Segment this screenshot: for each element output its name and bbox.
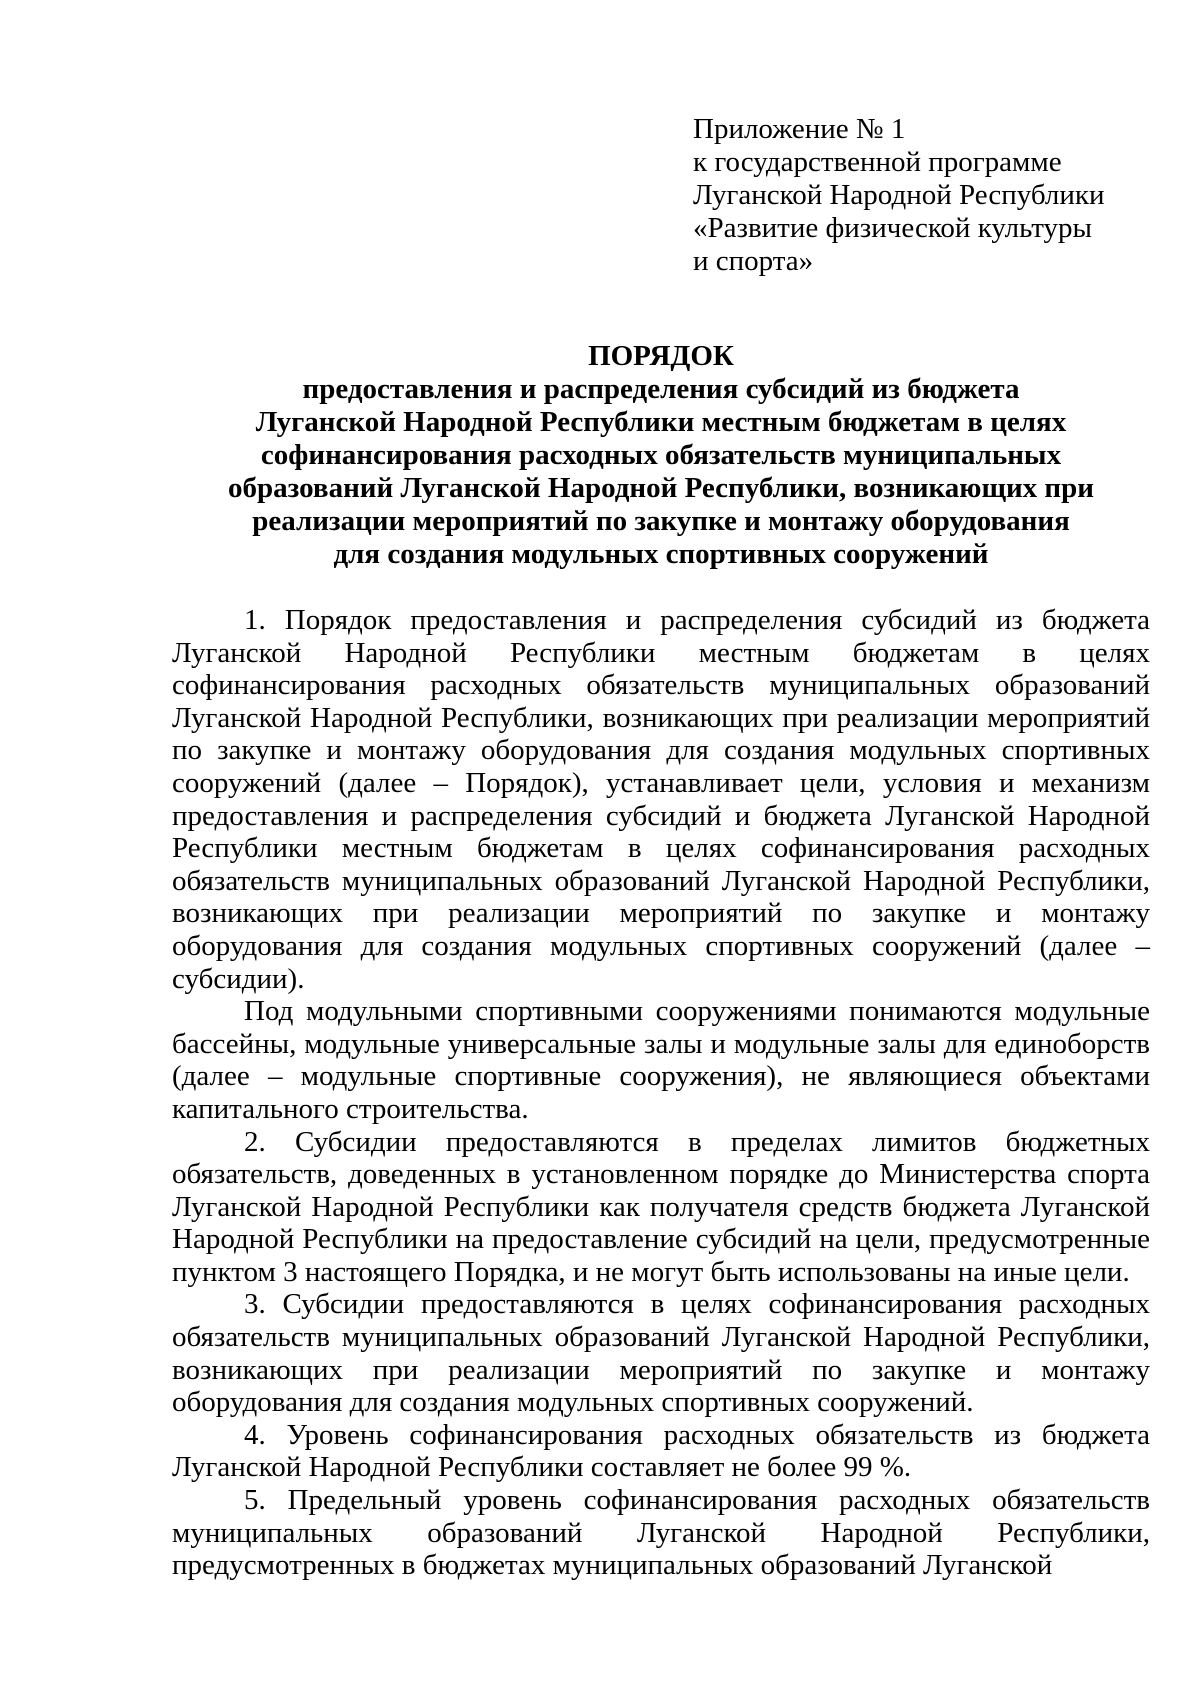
title-line: реализации мероприятий по закупке и монтажу оборудования [252,505,1070,537]
title-main: ПОРЯДОК [588,340,734,372]
appendix-line: Луганской Народной Республики [693,179,1105,211]
paragraph-1: 1. Порядок предоставления и распределения субсидий из бюджета Луганской Народной Республики местным бюджетам в целях софинансирования расходных обязательств муниципальных образований Луганской Народной Республики, возникающих при реализации мероприятий по закупке и монтажу оборудования для создания модульных спортивных сооружений (далее – Порядок), устанавливает цели, условия и механизм предоставления и распределения субсидий и бюджета Луганской Народной Республики местным бюджетам в целях софинансирования расходных обязательств муниципальных образований Луганской Народной Республики, возникающих при реализации мероприятий по закупке и монтажу оборудования для создания модульных спортивных сооружений (далее – субсидии). [172,604,1150,995]
appendix-line: Приложение № 1 [693,113,906,145]
paragraph-2: 2. Субсидии предоставляются в пределах лимитов бюджетных обязательств, доведенных в установленном порядке до Министерства спорта Луганской Народной Республики как получателя средств бюджета Луганской Народной Республики на предоставление субсидий на цели, предусмотренные пунктом 3 настоящего Порядка, и не могут быть использованы на иные цели. [172,1125,1150,1288]
paragraph-5: 5. Предельный уровень софинансирования расходных обязательств муниципальных образований Луганской Народной Республики, предусмотренных в бюджетах муниципальных образований Луганской [172,1484,1150,1582]
document-body [172,604,1150,1582]
paragraph-definition: Под модульными спортивными сооружениями понимаются модульные бассейны, модульные универсальные залы и модульные залы для единоборств (далее – модульные спортивные сооружения), не являющиеся объектами капитального строительства. [172,995,1150,1125]
title-line: предоставления и распределения субсидий из бюджета [302,373,1020,405]
title-line: софинансирования расходных обязательств муниципальных [260,439,1062,471]
title-line: для создания модульных спортивных сооружений [333,538,989,570]
appendix-line: к государственной программе [693,146,1062,178]
title-line: Луганской Народной Республики местным бюджетам в целях [255,406,1067,438]
document-title [172,340,1150,571]
appendix-header [693,113,1105,278]
paragraph-4: 4. Уровень софинансирования расходных обязательств из бюджета Луганской Народной Республики составляет не более 99 %. [172,1418,1150,1484]
appendix-line: «Развитие физической культуры [693,212,1092,244]
title-line: образований Луганской Народной Республики, возникающих при [228,472,1094,504]
paragraph-3: 3. Субсидии предоставляются в целях софинансирования расходных обязательств муниципальных образований Луганской Народной Республики, возникающих при реализации мероприятий по закупке и монтажу оборудования для создания модульных спортивных сооружений. [172,1288,1150,1419]
appendix-line: и спорта» [693,245,814,277]
